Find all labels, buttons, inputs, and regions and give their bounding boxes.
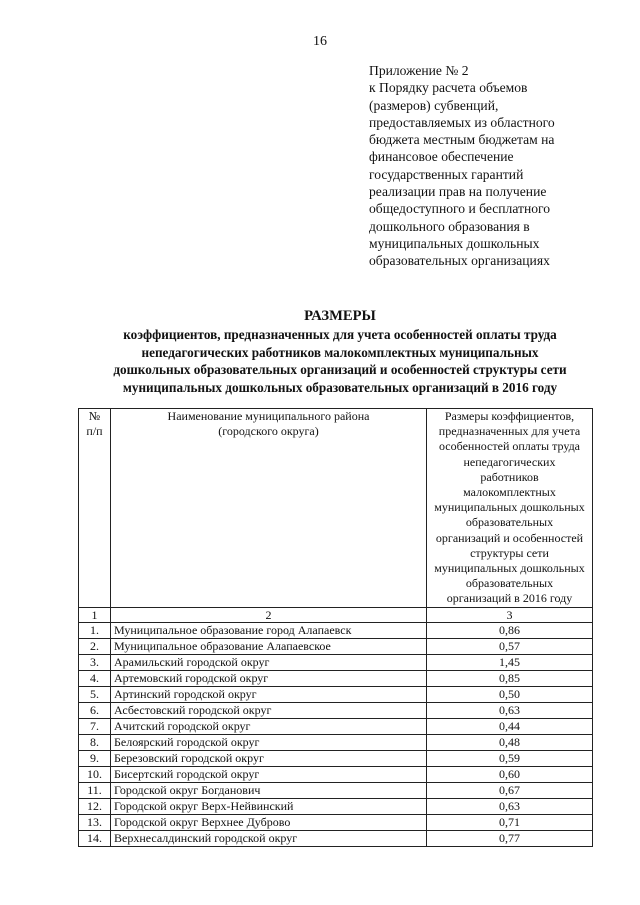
row-value: 0,86 — [427, 622, 593, 638]
appendix-line: финансовое обеспечение — [369, 149, 514, 165]
document-subtitle — [40, 326, 640, 396]
page-number: 16 — [313, 34, 327, 49]
row-name: Городской округ Верх-Нейвинский — [111, 798, 427, 814]
row-name: Муниципальное образование город Алапаевск — [111, 622, 427, 638]
row-value: 0,63 — [427, 702, 593, 718]
row-value: 0,60 — [427, 766, 593, 782]
row-value: 0,59 — [427, 750, 593, 766]
header-line: организаций в 2016 году — [446, 591, 573, 606]
row-name: Верхнесалдинский городской округ — [111, 830, 427, 846]
appendix-line: государственных гарантий — [369, 166, 524, 182]
row-name: Белоярский городской округ — [111, 734, 427, 750]
row-value: 0,77 — [427, 830, 593, 846]
row-value: 0,67 — [427, 782, 593, 798]
header-line: предназначенных для учета — [438, 424, 581, 439]
column-index: 3 — [427, 607, 593, 622]
row-number: 2. — [79, 638, 111, 654]
table-row — [79, 686, 593, 702]
appendix-line: предоставляемых из областного — [369, 114, 555, 130]
table-row — [79, 654, 593, 670]
row-value: 0,63 — [427, 798, 593, 814]
table-row — [79, 670, 593, 686]
table-row — [79, 734, 593, 750]
header-line: муниципальных дошкольных — [434, 500, 585, 515]
appendix-line: (размеров) субвенций, — [369, 97, 499, 113]
appendix-line: к Порядку расчета объемов — [369, 80, 528, 96]
appendix-block — [369, 62, 629, 270]
header-line: образовательных — [465, 576, 554, 591]
row-name: Артемовский городской округ — [111, 670, 427, 686]
table-row — [79, 766, 593, 782]
column-index: 1 — [79, 607, 111, 622]
row-name: Городской округ Верхнее Дуброво — [111, 814, 427, 830]
row-value: 0,57 — [427, 638, 593, 654]
header-line: п/п — [86, 424, 103, 439]
row-number: 5. — [79, 686, 111, 702]
row-value: 0,48 — [427, 734, 593, 750]
table-row — [79, 622, 593, 638]
subtitle-line: коэффициентов, предназначенных для учета особенностей оплаты труда — [123, 327, 557, 342]
header-line: особенностей оплаты труда — [439, 439, 580, 454]
document-title: РАЗМЕРЫ — [304, 308, 376, 324]
table-row — [79, 750, 593, 766]
row-value: 0,50 — [427, 686, 593, 702]
row-name: Асбестовский городской округ — [111, 702, 427, 718]
table-row — [79, 798, 593, 814]
row-value: 1,45 — [427, 654, 593, 670]
appendix-line: дошкольного образования в — [369, 218, 530, 234]
row-number: 11. — [79, 782, 111, 798]
subtitle-line: дошкольных образовательных организаций и особенностей структуры сети — [113, 362, 567, 378]
row-number: 8. — [79, 734, 111, 750]
row-name: Артинский городской округ — [111, 686, 427, 702]
header-line: организаций и особенностей — [435, 530, 584, 545]
table-row — [79, 718, 593, 734]
header-line: образовательных — [465, 515, 554, 530]
appendix-line: реализации прав на получение — [369, 184, 547, 200]
appendix-line: бюджета местным бюджетам на — [369, 132, 555, 148]
row-name: Ачитский городской округ — [111, 718, 427, 734]
row-number: 1. — [79, 622, 111, 638]
row-number: 9. — [79, 750, 111, 766]
row-number: 3. — [79, 654, 111, 670]
row-value: 0,85 — [427, 670, 593, 686]
header-line: малокомплектных — [463, 485, 556, 500]
header-line: Наименование муниципального района — [167, 409, 370, 423]
subtitle-line: непедагогических работников малокомплектных муниципальных — [141, 344, 539, 360]
header-line: структуры сети — [470, 545, 549, 560]
table-row — [79, 702, 593, 718]
table-row — [79, 830, 593, 846]
header-line: муниципальных дошкольных — [434, 561, 585, 576]
table-row — [79, 814, 593, 830]
row-number: 4. — [79, 670, 111, 686]
row-number: 7. — [79, 718, 111, 734]
appendix-line: общедоступного и бесплатного — [369, 201, 551, 217]
row-number: 12. — [79, 798, 111, 814]
column-index: 2 — [111, 607, 427, 622]
appendix-line: муниципальных дошкольных — [369, 235, 540, 251]
coefficients-table — [78, 408, 593, 847]
row-name: Березовский городской округ — [111, 750, 427, 766]
header-line: работников — [480, 469, 539, 484]
row-number: 10. — [79, 766, 111, 782]
row-name: Муниципальное образование Алапаевское — [111, 638, 427, 654]
column-index-row — [79, 607, 593, 622]
appendix-line: Приложение № 2 — [369, 63, 469, 78]
row-number: 14. — [79, 830, 111, 846]
row-value: 0,44 — [427, 718, 593, 734]
appendix-line: образовательных организациях — [369, 253, 550, 269]
row-name: Арамильский городской округ — [111, 654, 427, 670]
row-number: 6. — [79, 702, 111, 718]
subtitle-line: муниципальных дошкольных образовательных организаций в 2016 году — [122, 379, 558, 395]
table-row — [79, 782, 593, 798]
header-number — [79, 409, 111, 608]
row-value: 0,71 — [427, 814, 593, 830]
table-row — [79, 638, 593, 654]
header-name — [111, 409, 427, 608]
header-line: непедагогических — [463, 454, 556, 469]
header-line: № — [88, 409, 101, 423]
header-line: (городского округа) — [218, 424, 319, 439]
table-header-row — [79, 409, 593, 608]
row-name: Городской округ Богданович — [111, 782, 427, 798]
row-number: 13. — [79, 814, 111, 830]
header-line: Размеры коэффициентов, — [444, 409, 575, 423]
row-name: Бисертский городской округ — [111, 766, 427, 782]
header-value — [427, 409, 593, 608]
